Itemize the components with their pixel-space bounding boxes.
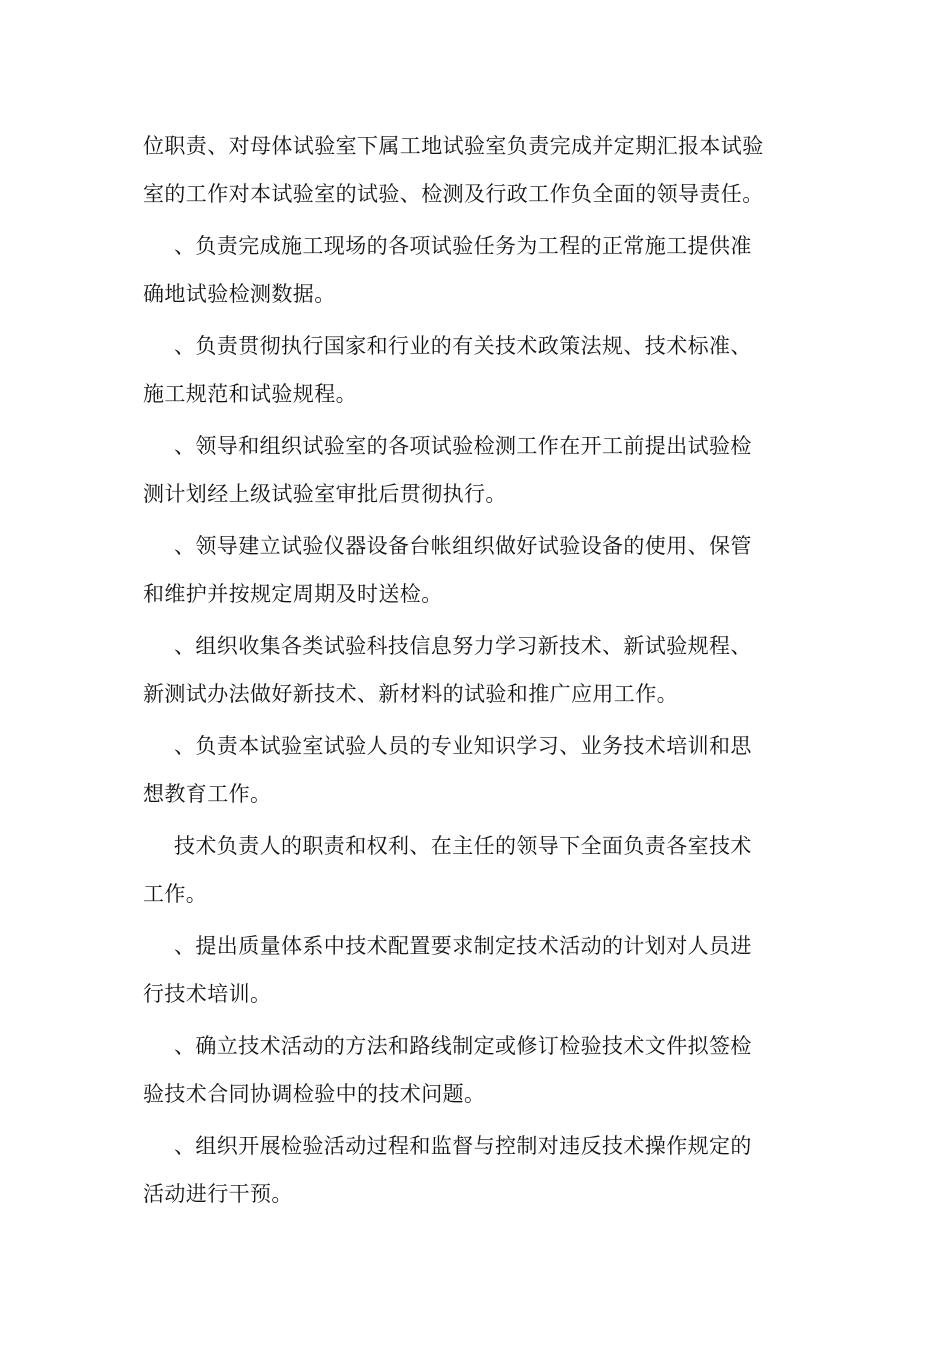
paragraph-6: 、组织收集各类试验科技信息努力学习新技术、新试验规程、新测试办法做好新技术、新材料的试验和推广应用工作。 [143, 634, 752, 706]
paragraph-10: 、确立技术活动的方法和路线制定或修订检验技术文件拟签检验技术合同协调检验中的技术问题。 [143, 1034, 752, 1106]
document-body [143, 122, 769, 1218]
paragraph-9: 、提出质量体系中技术配置要求制定技术活动的计划对人员进行技术培训。 [143, 934, 752, 1006]
paragraph-7: 、负责本试验室试验人员的专业知识学习、业务技术培训和思想教育工作。 [143, 734, 752, 806]
paragraph-8: 技术负责人的职责和权利、在主任的领导下全面负责各室技术工作。 [143, 834, 752, 906]
paragraph-3: 、负责贯彻执行国家和行业的有关技术政策法规、技术标准、施工规范和试验规程。 [143, 334, 752, 406]
paragraph-4: 、领导和组织试验室的各项试验检测工作在开工前提出试验检测计划经上级试验室审批后贯彻执行。 [143, 434, 752, 506]
paragraph-11: 、组织开展检验活动过程和监督与控制对违反技术操作规定的活动进行干预。 [143, 1134, 752, 1206]
paragraph-1: 位职责、对母体试验室下属工地试验室负责完成并定期汇报本试验室的工作对本试验室的试验、检测及行政工作负全面的领导责任。 [143, 134, 764, 206]
paragraph-5: 、领导建立试验仪器设备台帐组织做好试验设备的使用、保管和维护并按规定周期及时送检。 [143, 534, 752, 606]
paragraph-2: 、负责完成施工现场的各项试验任务为工程的正常施工提供准确地试验检测数据。 [143, 234, 752, 306]
